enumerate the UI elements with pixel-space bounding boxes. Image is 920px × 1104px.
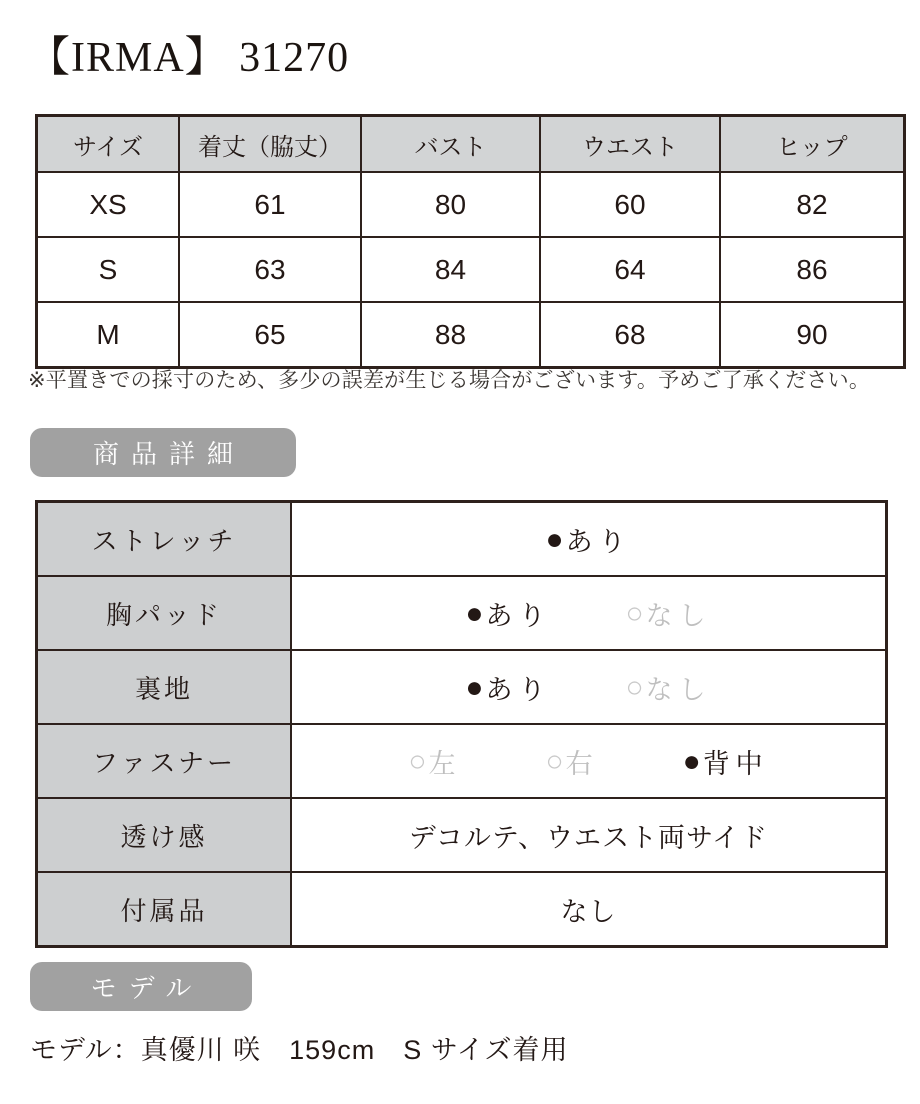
measurement-note: ※平置きでの採寸のため、多少の誤差が生じる場合がございます。予めご了承ください。 [28,369,871,392]
option-label: 左 [428,748,462,779]
option-ari-selected [545,520,631,559]
detail-label-sheerness: 透け感 [37,798,292,872]
table-row [37,650,887,724]
option-group [293,594,884,633]
empty-circle-icon: ○ [625,671,644,704]
size-table-header-hip: ヒップ [720,116,905,173]
option-label: なし [645,674,712,705]
value-cell: 90 [720,302,905,368]
section-badge-label: モデル [90,973,204,1003]
table-row [37,502,887,577]
option-back-selected [683,742,769,781]
value-cell: 68 [540,302,720,368]
option-group [293,668,884,707]
value-cell: 84 [361,237,540,302]
filled-circle-icon: ● [465,671,484,704]
detail-value-fastener [291,724,887,798]
value-cell: 80 [361,172,540,237]
option-group [293,742,884,781]
value-cell: 82 [720,172,905,237]
option-label: あり [485,600,552,631]
detail-value-lining [291,650,887,724]
size-cell: M [37,302,180,368]
filled-circle-icon: ● [545,523,564,556]
option-label: あり [565,526,632,557]
option-ari-selected [465,668,551,707]
detail-value-stretch [291,502,887,577]
detail-value-chest-pad [291,576,887,650]
value-cell: 61 [179,172,361,237]
size-table-header-row [37,116,905,173]
size-table [35,114,906,369]
page-title: 【IRMA】 31270 [28,35,350,81]
table-row [37,302,905,368]
option-left-unselected [408,742,461,781]
detail-value-accessories [291,872,887,947]
filled-circle-icon: ● [465,597,484,630]
detail-value-sheerness [291,798,887,872]
option-nashi-unselected [626,594,712,633]
empty-circle-icon: ○ [625,597,644,630]
value-cell: 60 [540,172,720,237]
value-cell: 64 [540,237,720,302]
detail-label-accessories: 付属品 [37,872,292,947]
value-cell: 65 [179,302,361,368]
table-row [37,872,887,947]
option-group [293,520,884,559]
option-label: 背中 [702,748,769,779]
detail-value-text: なし [560,896,617,927]
section-badge-label: 商品詳細 [92,439,245,469]
product-detail-table [35,500,888,948]
size-table-header-bust: バスト [361,116,540,173]
option-label: あり [485,674,552,705]
detail-label-chest-pad: 胸パッド [37,576,292,650]
value-cell: 86 [720,237,905,302]
model-info: モデル：真優川 咲 159cm S サイズ着用 [30,1035,569,1065]
detail-label-lining: 裏地 [37,650,292,724]
table-row [37,724,887,798]
section-badge-model [30,962,252,1011]
filled-circle-icon: ● [682,745,701,778]
value-cell: 63 [179,237,361,302]
detail-value-text: デコルテ、ウエスト両サイド [408,822,769,853]
size-cell: S [37,237,180,302]
table-row [37,576,887,650]
size-cell: XS [37,172,180,237]
value-cell: 88 [361,302,540,368]
option-label: 右 [565,748,599,779]
table-row [37,172,905,237]
detail-label-stretch: ストレッチ [37,502,292,577]
size-table-header-length: 着丈（脇丈） [179,116,361,173]
table-row [37,237,905,302]
option-label: なし [645,600,712,631]
option-right-unselected [545,742,598,781]
table-row [37,798,887,872]
section-badge-product-details [30,428,296,477]
empty-circle-icon: ○ [408,745,427,778]
option-ari-selected [465,594,551,633]
size-table-header-size: サイズ [37,116,180,173]
size-table-header-waist: ウエスト [540,116,720,173]
detail-label-fastener: ファスナー [37,724,292,798]
option-nashi-unselected [626,668,712,707]
empty-circle-icon: ○ [545,745,564,778]
